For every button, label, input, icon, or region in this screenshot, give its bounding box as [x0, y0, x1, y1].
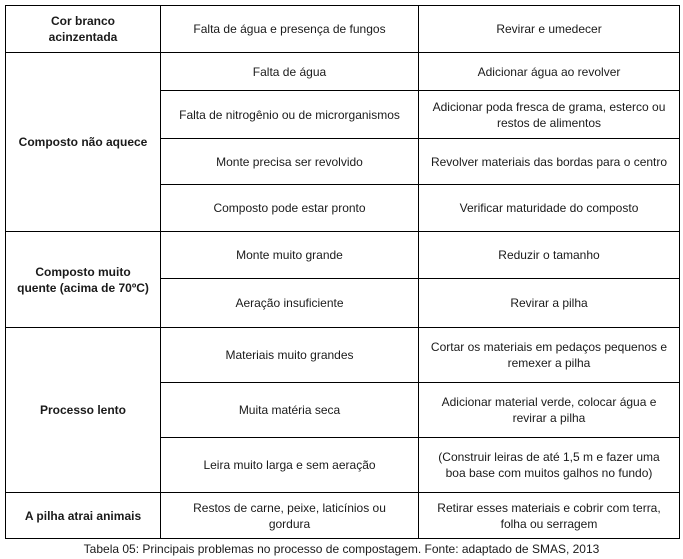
cause-cell: Aeração insuficiente [161, 279, 419, 328]
cause-cell: Composto pode estar pronto [161, 185, 419, 232]
problem-cell: Processo lento [6, 328, 161, 493]
cause-cell: Falta de água [161, 53, 419, 91]
cause-cell: Muita matéria seca [161, 383, 419, 438]
solution-cell: (Construir leiras de até 1,5 m e fazer uma boa base com muitos galhos no fundo) [419, 438, 680, 493]
cause-cell: Monte muito grande [161, 232, 419, 279]
cause-cell: Materiais muito grandes [161, 328, 419, 383]
cause-cell: Restos de carne, peixe, laticínios ou gordura [161, 493, 419, 539]
solution-cell: Reduzir o tamanho [419, 232, 680, 279]
solution-cell: Adicionar água ao revolver [419, 53, 680, 91]
cause-cell: Monte precisa ser revolvido [161, 139, 419, 185]
problem-cell: Composto não aquece [6, 53, 161, 232]
cause-cell: Falta de água e presença de fungos [161, 6, 419, 53]
solution-cell: Adicionar material verde, colocar água e revirar a pilha [419, 383, 680, 438]
problem-cell: Composto muito quente (acima de 70ºC) [6, 232, 161, 328]
cause-cell: Falta de nitrogênio ou de microrganismos [161, 91, 419, 139]
table-row [6, 493, 680, 539]
problem-cell: A pilha atrai animais [6, 493, 161, 539]
table-row [6, 232, 680, 279]
table-row [6, 6, 680, 53]
table-row [6, 53, 680, 91]
solution-cell: Retirar esses materiais e cobrir com terra, folha ou serragem [419, 493, 680, 539]
composting-problems-table [5, 5, 680, 539]
cause-cell: Leira muito larga e sem aeração [161, 438, 419, 493]
solution-cell: Cortar os materiais em pedaços pequenos e remexer a pilha [419, 328, 680, 383]
solution-cell: Revolver materiais das bordas para o centro [419, 139, 680, 185]
solution-cell: Adicionar poda fresca de grama, esterco ou restos de alimentos [419, 91, 680, 139]
problem-cell: Cor branco acinzentada [6, 6, 161, 53]
solution-cell: Verificar maturidade do composto [419, 185, 680, 232]
solution-cell: Revirar a pilha [419, 279, 680, 328]
table-caption: Tabela 05: Principais problemas no processo de compostagem. Fonte: adaptado de SMAS, 2013 [83, 542, 600, 556]
table-row [6, 328, 680, 383]
solution-cell: Revirar e umedecer [419, 6, 680, 53]
